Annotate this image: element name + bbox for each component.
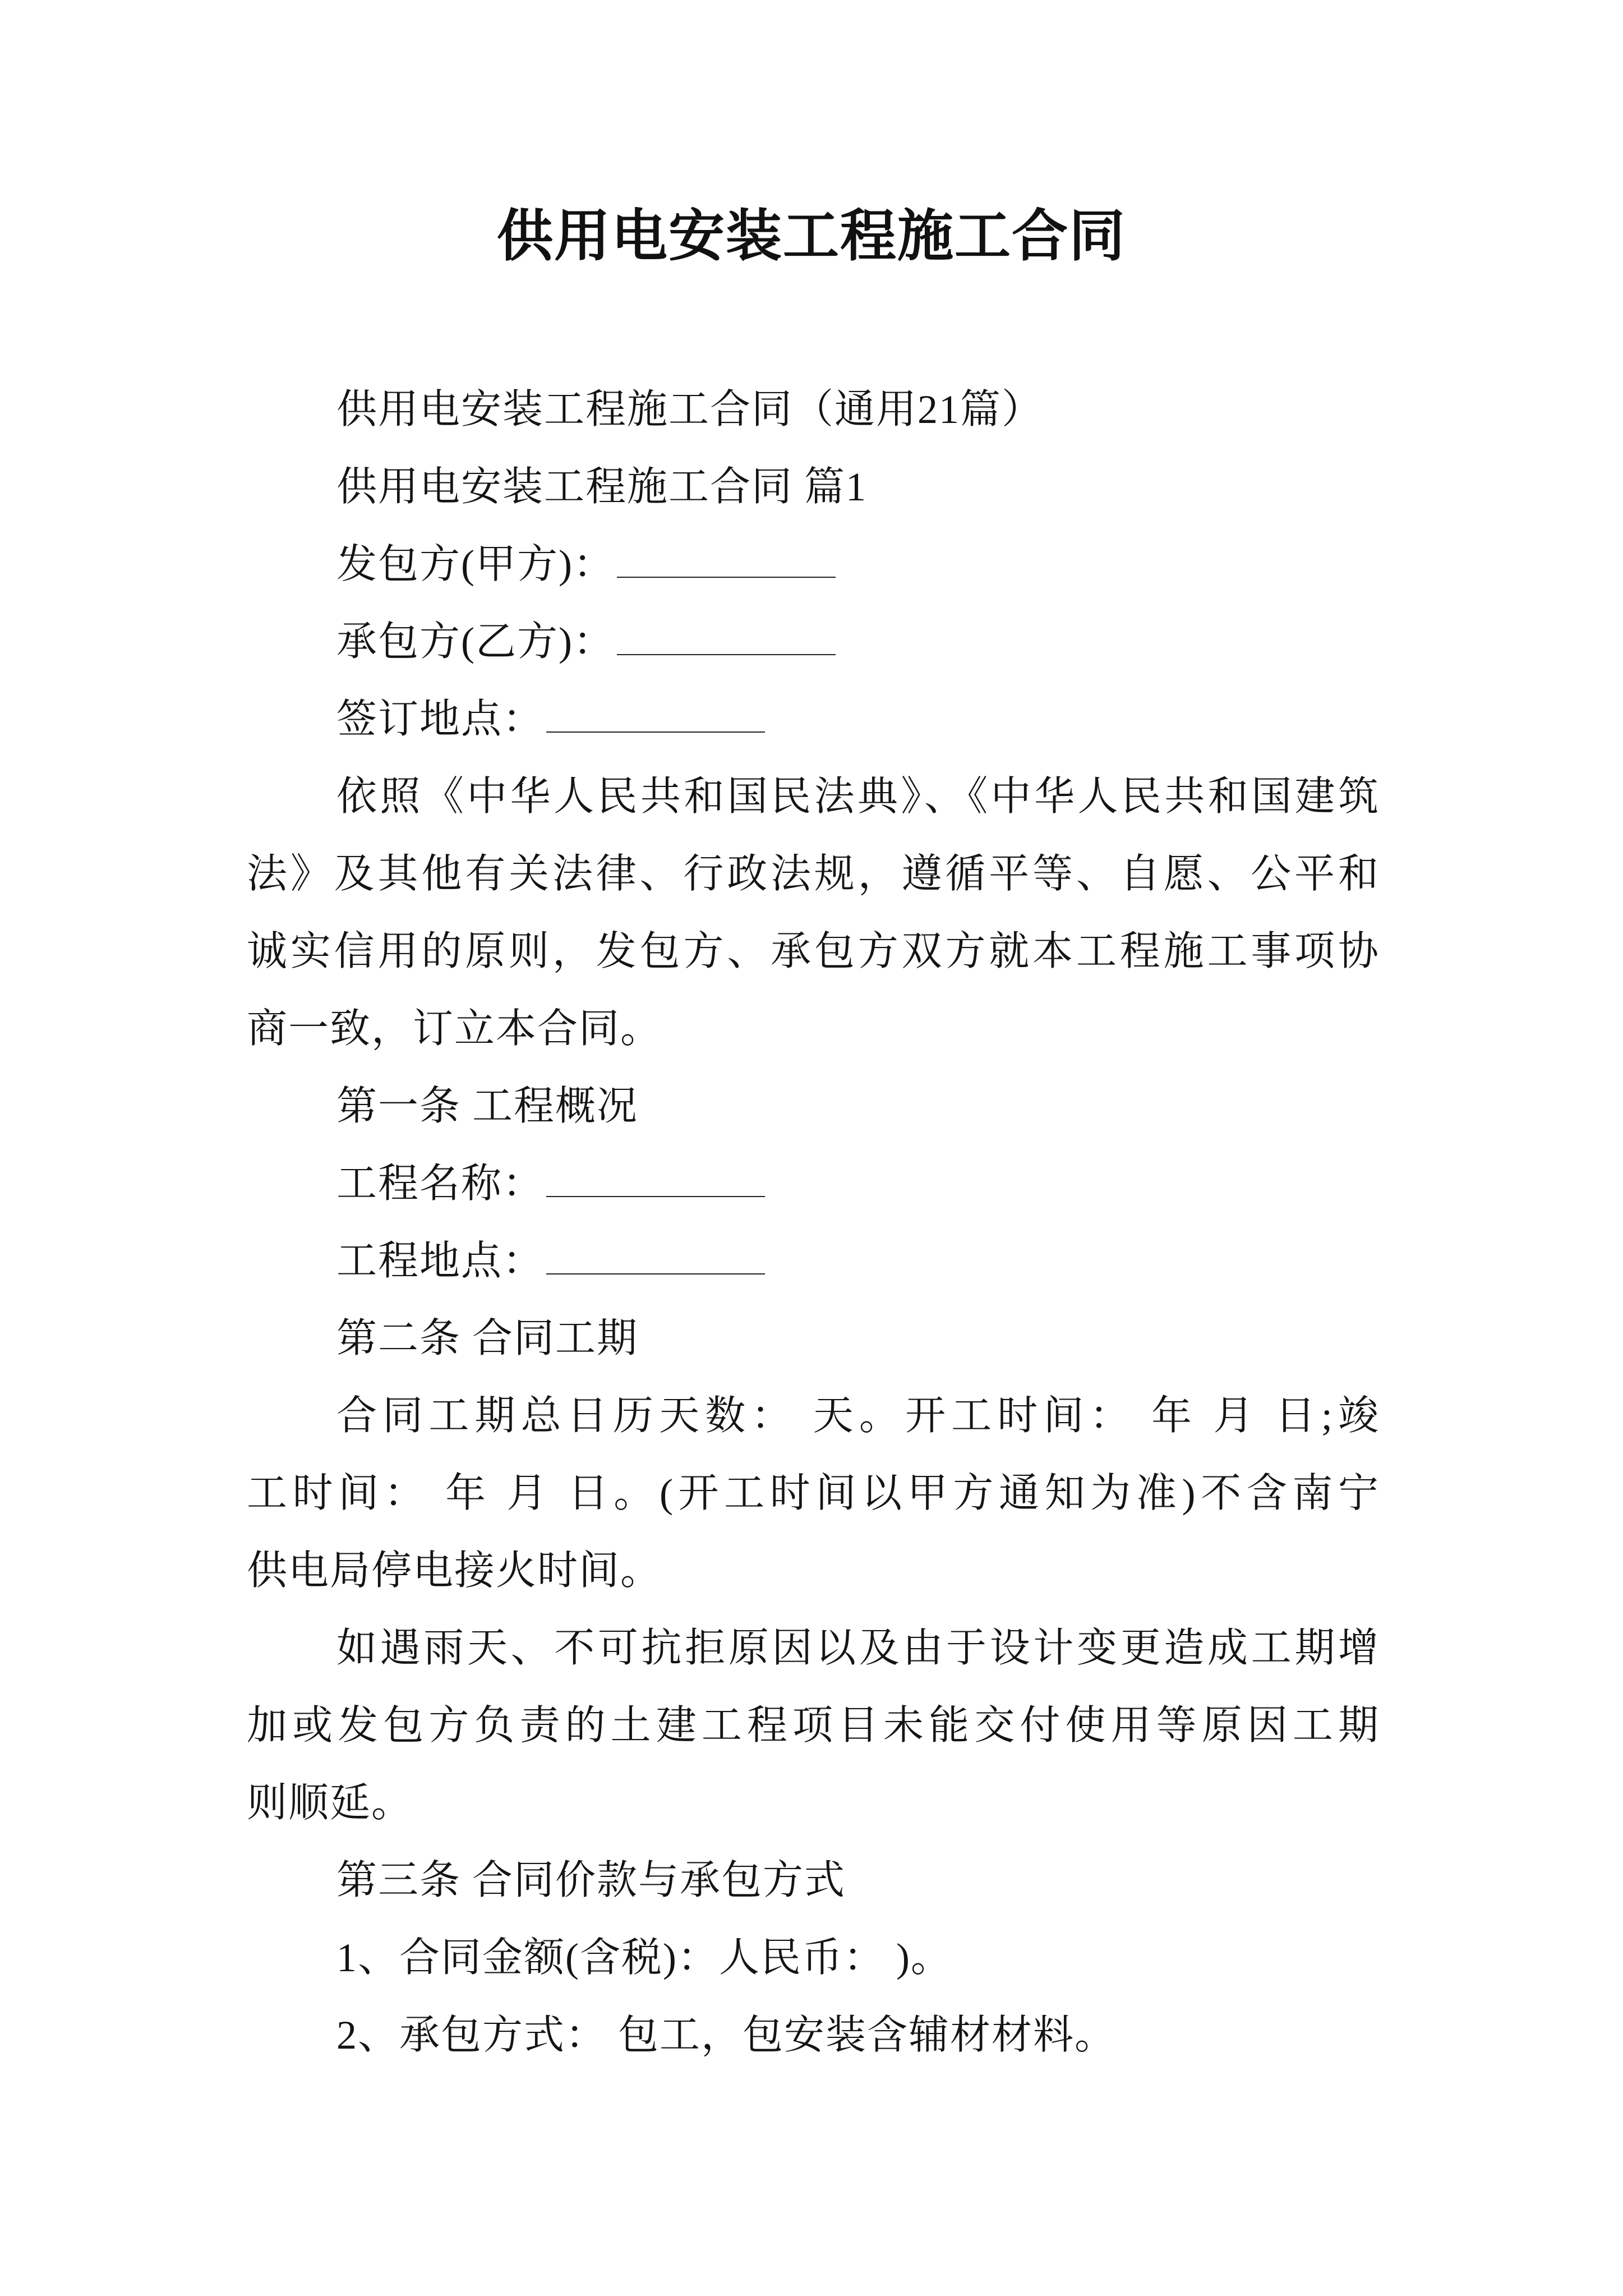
party-a-blank [617, 544, 836, 578]
preamble-line: 诚实信用的原则，发包方、承包方双方就本工程施工事项协 [247, 929, 1380, 974]
article3-heading: 第三条 合同价款与承包方式 [336, 1858, 846, 1903]
delay-line: 则顺延。 [247, 1780, 413, 1825]
section-heading: 供用电安装工程施工合同 篇1 [336, 464, 868, 509]
project-name-blank [546, 1163, 765, 1197]
period-line: 工时间： 年 月 日。(开工时间以甲方通知为准)不含南宁 [247, 1471, 1380, 1516]
project-site-blank [546, 1241, 765, 1274]
delay-line: 加或发包方负责的土建工程项目未能交付使用等原因工期 [247, 1703, 1380, 1748]
party-b-blank [617, 622, 836, 655]
party-a-field [247, 536, 1380, 592]
period-line: 供电局停电接火时间。 [247, 1548, 662, 1593]
delay-line: 如遇雨天、不可抗拒原因以及由于设计变更造成工期增 [336, 1626, 1380, 1671]
party-b-field [247, 614, 1380, 670]
sign-place-label: 签订地点： [336, 697, 545, 742]
article1-heading: 第一条 工程概况 [336, 1084, 639, 1129]
preamble-line: 法》及其他有关法律、行政法规，遵循平等、自愿、公平和 [247, 852, 1380, 896]
article2-heading: 第二条 合同工期 [336, 1316, 639, 1361]
mode-item: 2、承包方式： 包工，包安装含辅材材料。 [336, 2013, 1117, 2058]
price-item: 1、合同金额(含税)：人民币： )。 [336, 1935, 952, 1980]
period-line: 合同工期总日历天数： 天。开工时间： 年 月 日;竣 [336, 1393, 1380, 1438]
document-title: 供用电安装工程施工合同 [497, 205, 1126, 268]
sign-place-field [247, 691, 1380, 747]
project-name-field [247, 1156, 1380, 1212]
project-site-label: 工程地点： [336, 1239, 545, 1283]
party-b-label: 承包方(乙方)： [336, 619, 615, 664]
document-subtitle: 供用电安装工程施工合同（通用21篇） [336, 387, 1044, 432]
preamble-line: 商一致，订立本合同。 [247, 1006, 662, 1051]
sign-place-blank [546, 699, 765, 733]
project-site-field [247, 1233, 1380, 1289]
preamble-line: 依照《中华人民共和国民法典》、《中华人民共和国建筑 [336, 774, 1380, 819]
party-a-label: 发包方(甲方)： [336, 542, 615, 587]
project-name-label: 工程名称： [336, 1161, 545, 1206]
